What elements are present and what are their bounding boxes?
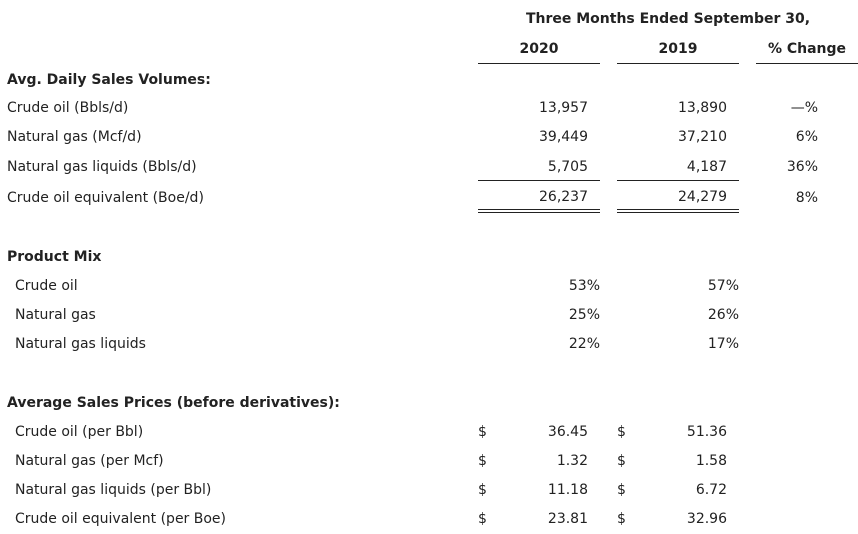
value-2019: 4,187 xyxy=(686,159,727,175)
currency-symbol: $ xyxy=(617,511,626,527)
header-rule-2019 xyxy=(617,63,739,64)
total-double-rule-2019-top xyxy=(617,209,739,210)
currency-symbol: $ xyxy=(617,453,626,469)
value-change: —% xyxy=(790,100,818,116)
row-label: Crude oil equivalent (Boe/d) xyxy=(7,190,204,206)
value-2019: 17% xyxy=(707,336,739,352)
header-rule-2020 xyxy=(478,63,600,64)
value-2019: 32.96 xyxy=(686,511,727,527)
value-change: 36% xyxy=(786,159,818,175)
section-title-prices: Average Sales Prices (before derivatives): xyxy=(7,395,340,411)
value-2020: 36.45 xyxy=(547,424,588,440)
value-change: 8% xyxy=(795,190,818,206)
currency-symbol: $ xyxy=(478,482,487,498)
currency-symbol: $ xyxy=(478,424,487,440)
column-header-2019: 2019 xyxy=(658,41,698,57)
value-2020: 39,449 xyxy=(539,129,588,145)
total-double-rule-2020-bottom xyxy=(478,212,600,213)
value-2019: 26% xyxy=(707,307,739,323)
column-header-change: % Change xyxy=(767,41,847,57)
value-2020: 53% xyxy=(568,278,600,294)
row-label: Natural gas (per Mcf) xyxy=(15,453,164,469)
row-label: Natural gas liquids xyxy=(15,336,146,352)
value-2020: 25% xyxy=(568,307,600,323)
total-double-rule-2019-bottom xyxy=(617,212,739,213)
section-title-mix: Product Mix xyxy=(7,249,102,265)
value-2019: 13,890 xyxy=(678,100,727,116)
column-header-2020: 2020 xyxy=(519,41,559,57)
value-2020: 23.81 xyxy=(547,511,588,527)
currency-symbol: $ xyxy=(478,511,487,527)
value-2019: 57% xyxy=(707,278,739,294)
value-change: 6% xyxy=(795,129,818,145)
value-2020: 26,237 xyxy=(539,189,588,205)
value-2020: 5,705 xyxy=(547,159,588,175)
value-2019: 6.72 xyxy=(695,482,727,498)
value-2019: 24,279 xyxy=(678,189,727,205)
value-2019: 51.36 xyxy=(686,424,727,440)
row-label: Crude oil (per Bbl) xyxy=(15,424,144,440)
row-label: Crude oil (Bbls/d) xyxy=(7,100,129,116)
currency-symbol: $ xyxy=(617,482,626,498)
value-2019: 1.58 xyxy=(695,453,727,469)
currency-symbol: $ xyxy=(478,453,487,469)
value-2020: 1.32 xyxy=(556,453,588,469)
value-2019: 37,210 xyxy=(678,129,727,145)
row-label: Crude oil equivalent (per Boe) xyxy=(15,511,227,527)
value-2020: 13,957 xyxy=(539,100,588,116)
header-rule-change xyxy=(756,63,858,64)
value-2020: 11.18 xyxy=(547,482,588,498)
subtotal-rule-2020 xyxy=(478,180,600,181)
row-label: Natural gas liquids (Bbls/d) xyxy=(7,159,197,175)
currency-symbol: $ xyxy=(617,424,626,440)
subtotal-rule-2019 xyxy=(617,180,739,181)
section-title-volumes: Avg. Daily Sales Volumes: xyxy=(7,72,211,88)
row-label: Crude oil xyxy=(15,278,78,294)
row-label: Natural gas xyxy=(15,307,96,323)
total-double-rule-2020-top xyxy=(478,209,600,210)
value-2020: 22% xyxy=(568,336,600,352)
row-label: Natural gas liquids (per Bbl) xyxy=(15,482,212,498)
row-label: Natural gas (Mcf/d) xyxy=(7,129,142,145)
period-header: Three Months Ended September 30, xyxy=(525,11,811,27)
